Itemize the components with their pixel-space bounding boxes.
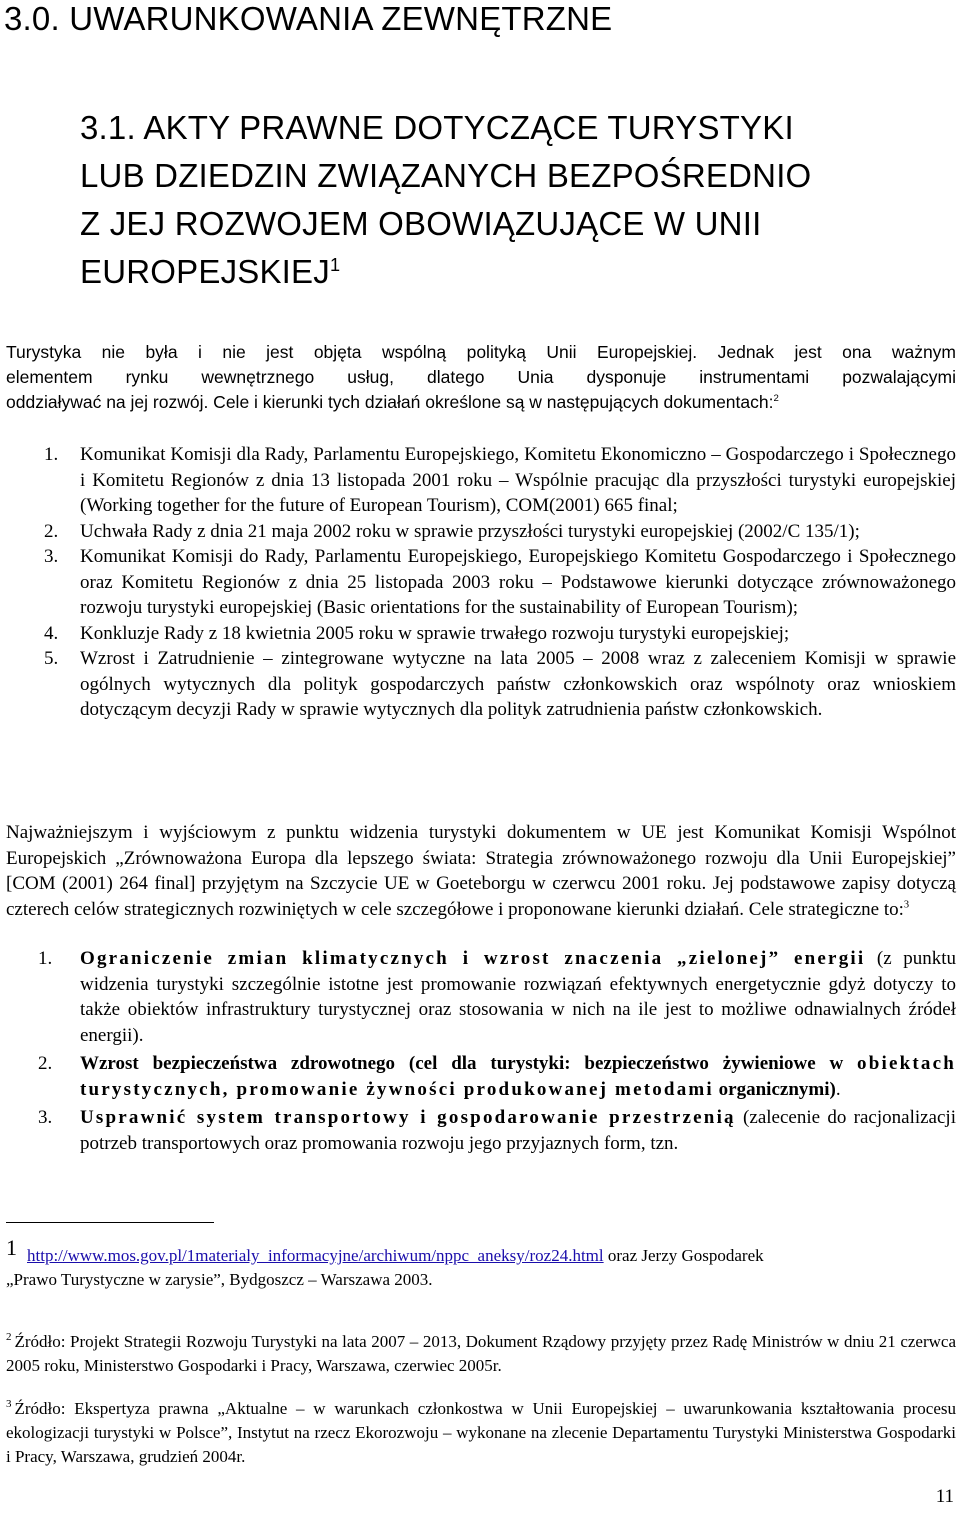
subsection-heading-line: Z JEJ ROZWOJEM OBOWIĄZUJĄCE W UNII [80, 205, 762, 242]
list-item-number: 1. [38, 948, 53, 969]
footnote-link[interactable]: http://www.mos.gov.pl/1materialy_informacyjne/archiwum/nppc_aneksy/roz24.html [27, 1246, 604, 1265]
footnote-ref-2[interactable]: 2 [773, 393, 779, 405]
goal-title: Wzrost bezpieczeństwa zdrowotnego (cel dla turystyki: bezpieczeństwo żywieniowe w [80, 1053, 844, 1074]
subsection-heading-text: EUROPEJSKIEJ [80, 253, 330, 290]
list-item-text: Wzrost i Zatrudnienie – zintegrowane wytyczne na lata 2005 – 2008 wraz z zaleceniem Komisji w sprawie ogólnych wytycznych dla polityk gospodarczych państw członkowskich oraz wspólnoty oraz wnioskiem dotyczącym decyzji Rady w sprawie wytycznych dla polityk zatrudnienia państw członkowskich. [80, 648, 956, 720]
documents-list [0, 442, 956, 723]
list-item-number: 4. [44, 622, 59, 644]
footnote-3 [6, 1397, 956, 1469]
intro-text: oddziaływać na jej rozwój. Cele i kierunki tych działań określone są w następujących dokumentach: [6, 392, 774, 412]
section-heading: 3.0. UWARUNKOWANIA ZEWNĘTRZNE [4, 0, 613, 37]
list-item [0, 1105, 956, 1156]
footnote-text: oraz Jerzy Gospodarek [603, 1246, 764, 1265]
footnote-ref-3[interactable]: 3 [903, 899, 910, 911]
intro-paragraph [6, 340, 956, 415]
list-item-text: Konkluzje Rady z 18 kwietnia 2005 roku w sprawie trwałego rozwoju turystyki europejskiej; [80, 622, 790, 644]
strategy-paragraph [6, 820, 956, 922]
footnote-mark: 1 [6, 1235, 17, 1260]
list-item-number: 5. [44, 648, 59, 669]
goal-description: . [835, 1078, 841, 1100]
list-item-text: Komunikat Komisji do Rady, Parlamentu Europejskiego, Europejskiego Komitetu Gospodarczego i Społecznego oraz Komitetu Regionów z dnia 25 listopada 2003 roku – Podstawowe kierunki dotyczące zrównoważonego rozwoju turystyki europejskiej (Basic orientations for the sustainability of European Tourism); [80, 546, 956, 618]
subsection-heading [80, 104, 940, 296]
footnote-text: „Prawo Turystyczne w zarysie”, Bydgoszcz – Warszawa 2003. [6, 1270, 433, 1289]
list-item [0, 646, 956, 723]
footnote-separator [6, 1222, 214, 1223]
footnote-text: Źródło: Ekspertyza prawna „Aktualne – w warunkach członkostwa w Unii Europejskiej – uwarunkowania kształtowania procesu ekologizacji turystyki w Polsce”, Instytut na rzecz Ekorozwoju – wykonane na zlecenie Departamentu Turystyki Ministerstwa Gospodarki i Pracy, Warszawa, grudzień 2004r. [6, 1399, 956, 1466]
goal-title: obiektach turystycznych, promowanie żywności produkowanej metodami [80, 1053, 956, 1100]
list-item [0, 442, 956, 519]
list-item-text: Komunikat Komisji dla Rady, Parlamentu Europejskiego, Komitetu Ekonomiczno – Gospodarczego i Społecznego i Komitetu Regionów z dnia 13 listopada 2001 roku – Wspólnie pracując dla przyszłości turystyki europejskiej (Working together for the future of European Tourism), COM(2001) 665 final; [80, 444, 956, 516]
goal-title: organicznymi) [718, 1078, 836, 1100]
list-item [0, 621, 956, 647]
goal-title: Ograniczenie zmian klimatycznych i wzrost znaczenia „zielonej” energii [80, 948, 866, 969]
intro-line [6, 390, 956, 415]
list-item [0, 519, 956, 545]
subsection-heading-line: LUB DZIEDZIN ZWIĄZANYCH BEZPOŚREDNIO [80, 157, 812, 194]
list-item-number: 2. [44, 520, 59, 542]
intro-line: Turystyka nie była i nie jest objęta wspólną polityką Unii Europejskiej. Jednak jest ona ważnym [6, 342, 956, 362]
strategic-goals-list [0, 946, 956, 1159]
list-item-number: 3. [44, 546, 59, 567]
list-item-number: 1. [44, 444, 59, 465]
subsection-heading-line [80, 248, 940, 296]
list-item [0, 946, 956, 1048]
strategy-paragraph-text: Najważniejszym i wyjściowym z punktu widzenia turystyki dokumentem w UE jest Komunikat Komisji Wspólnot Europejskich „Zrównoważona Europa dla lepszego świata: Strategia zrównoważonego rozwoju dla Unii Europejskiej” [COM (2001) 264 final] przyjętym na Szczycie UE w Goeteborgu w czerwcu 2001 roku. Jej podstawowe zapisy dotyczą czterech celów strategicznych rozwiniętych w cele szczegółowe i proponowane kierunki działań. Cele strategiczne to: [6, 822, 956, 920]
goal-title: Usprawnić system transportowy i gospodarowanie przestrzenią [80, 1107, 736, 1128]
goal-description: (zalecenie do racjonalizacji potrzeb transportowych oraz promowania rozwoju jego przyjaznych form, tzn. [80, 1107, 956, 1154]
subsection-heading-line: 3.1. AKTY PRAWNE DOTYCZĄCE TURYSTYKI [80, 109, 794, 146]
list-item [0, 544, 956, 621]
footnote-text: Źródło: Projekt Strategii Rozwoju Turystyki na lata 2007 – 2013, Dokument Rządowy przyjęty przez Radę Ministrów w dniu 21 czerwca 2005 roku, Ministerstwo Gospodarki i Pracy, Warszawa, czerwiec 2005r. [6, 1332, 956, 1375]
list-item-text: Uchwała Rady z dnia 21 maja 2002 roku w sprawie przyszłości turystyki europejskiej (2002/C 135/1); [80, 520, 860, 542]
footnote-mark: 2 [6, 1331, 12, 1344]
footnote-1 [6, 1235, 956, 1292]
list-item [0, 1051, 956, 1102]
intro-line: elementem rynku wewnętrznego usług, dlatego Unia dysponuje instrumentami pozwalającymi [6, 367, 956, 387]
footnote-ref-1[interactable]: 1 [329, 255, 341, 275]
list-item-number: 3. [38, 1107, 53, 1128]
list-item-number: 2. [38, 1053, 53, 1074]
footnote-2 [6, 1330, 956, 1378]
goal-description: (z punktu widzenia turystyki szczególnie istotne jest promowanie rozwiązań efektywnych energetycznie gdyż dotyczy to także obiektów infrastruktury turystycznej oraz stosowania w nich na ile jest to możliwe odnawialnych źródeł energii). [80, 948, 956, 1046]
page-number: 11 [935, 1486, 954, 1507]
footnote-mark: 3 [6, 1398, 12, 1411]
